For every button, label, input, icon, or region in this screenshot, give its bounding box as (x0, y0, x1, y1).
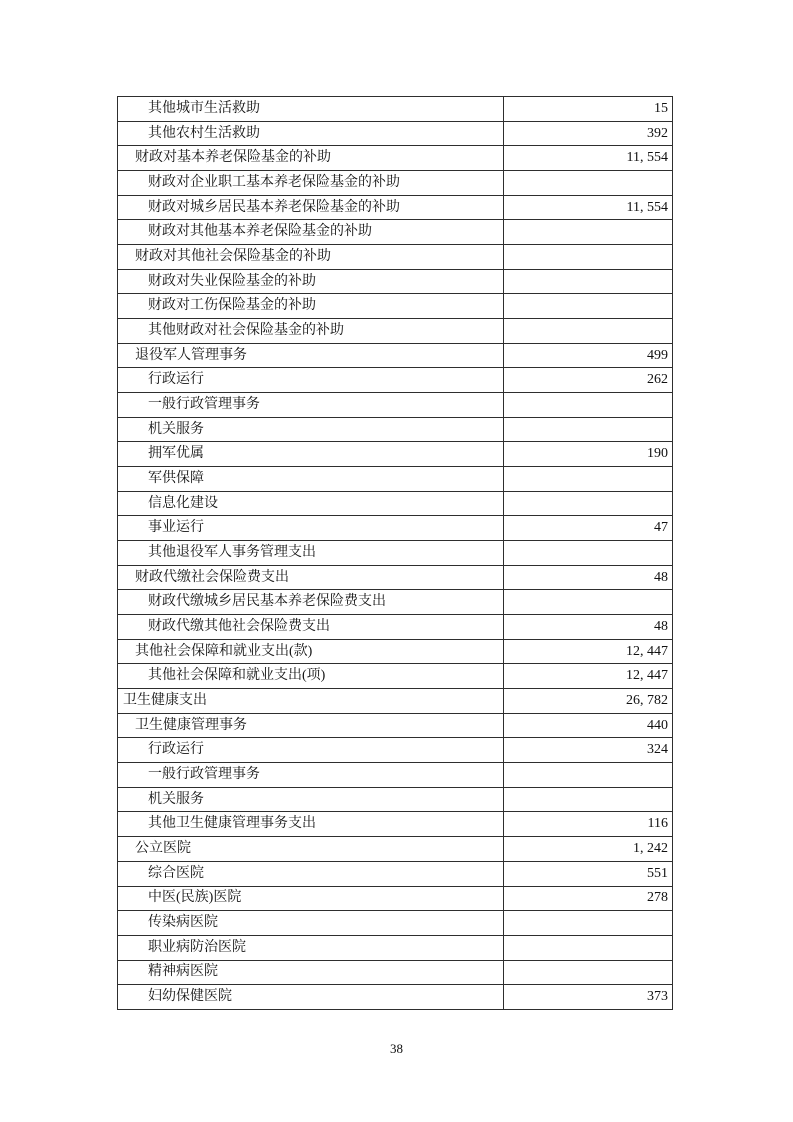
table-row (118, 689, 672, 714)
budget-item-label: 一般行政管理事务 (118, 763, 504, 787)
budget-item-value: 11, 554 (626, 199, 668, 215)
table-row (118, 122, 672, 147)
budget-item-label: 妇幼保健医院 (118, 985, 504, 1009)
budget-item-label: 精神病医院 (118, 961, 504, 985)
budget-item-value: 47 (654, 520, 668, 536)
budget-item-label: 财政代缴社会保险费支出 (118, 566, 504, 590)
budget-item-value: 324 (647, 742, 668, 758)
budget-item-value: 499 (647, 347, 668, 363)
budget-item-value (504, 245, 672, 269)
budget-item-value (504, 961, 672, 985)
table-row (118, 442, 672, 467)
table-row (118, 640, 672, 665)
table-row (118, 97, 672, 122)
budget-item-value: 26, 782 (626, 692, 668, 708)
budget-item-value: 48 (654, 569, 668, 585)
budget-item-label: 机关服务 (118, 788, 504, 812)
budget-item-label: 其他财政对社会保险基金的补助 (118, 319, 504, 343)
budget-item-label: 其他卫生健康管理事务支出 (118, 812, 504, 836)
table-row (118, 615, 672, 640)
budget-item-label: 财政对其他基本养老保险基金的补助 (118, 220, 504, 244)
table-row (118, 196, 672, 221)
budget-item-value: 12, 447 (626, 643, 668, 659)
budget-item-label: 卫生健康支出 (118, 689, 504, 713)
budget-item-label: 其他退役军人事务管理支出 (118, 541, 504, 565)
table-row (118, 566, 672, 591)
budget-item-label: 传染病医院 (118, 911, 504, 935)
budget-item-label: 机关服务 (118, 418, 504, 442)
budget-item-value (504, 171, 672, 195)
table-row (118, 812, 672, 837)
table-row (118, 418, 672, 443)
budget-item-label: 事业运行 (118, 516, 504, 540)
table-row (118, 467, 672, 492)
budget-item-label: 信息化建设 (118, 492, 504, 516)
table-row (118, 911, 672, 936)
budget-item-label: 职业病防治医院 (118, 936, 504, 960)
budget-item-label: 卫生健康管理事务 (118, 714, 504, 738)
table-row (118, 344, 672, 369)
budget-item-value (504, 220, 672, 244)
budget-item-value: 11, 554 (626, 150, 668, 166)
budget-item-value (504, 294, 672, 318)
table-row (118, 763, 672, 788)
budget-item-label: 退役军人管理事务 (118, 344, 504, 368)
table-row (118, 738, 672, 763)
budget-item-value: 551 (647, 865, 668, 881)
table-row (118, 294, 672, 319)
budget-item-label: 综合医院 (118, 862, 504, 886)
budget-item-label: 财政代缴其他社会保险费支出 (118, 615, 504, 639)
budget-item-label: 财政对其他社会保险基金的补助 (118, 245, 504, 269)
table-row (118, 664, 672, 689)
budget-item-label: 财政对基本养老保险基金的补助 (118, 146, 504, 170)
table-row (118, 270, 672, 295)
table-row (118, 220, 672, 245)
budget-item-value: 116 (647, 816, 668, 832)
budget-item-value: 15 (654, 100, 668, 116)
table-row (118, 541, 672, 566)
budget-item-value: 278 (647, 890, 668, 906)
budget-table (117, 96, 673, 1010)
budget-item-value: 12, 447 (626, 668, 668, 684)
budget-item-label: 行政运行 (118, 368, 504, 392)
table-row (118, 961, 672, 986)
budget-item-label: 财政代缴城乡居民基本养老保险费支出 (118, 590, 504, 614)
table-row (118, 936, 672, 961)
table-row (118, 146, 672, 171)
budget-item-value (504, 467, 672, 491)
budget-item-label: 一般行政管理事务 (118, 393, 504, 417)
budget-item-label: 财政对失业保险基金的补助 (118, 270, 504, 294)
budget-item-value: 440 (647, 717, 668, 733)
budget-item-label: 军供保障 (118, 467, 504, 491)
table-row (118, 590, 672, 615)
budget-item-value (504, 541, 672, 565)
table-row (118, 393, 672, 418)
table-row (118, 714, 672, 739)
page-number: 38 (390, 1041, 403, 1056)
budget-item-value (504, 270, 672, 294)
table-row (118, 837, 672, 862)
table-row (118, 368, 672, 393)
budget-item-value (504, 418, 672, 442)
table-row (118, 245, 672, 270)
budget-item-value (504, 763, 672, 787)
table-row (118, 516, 672, 541)
budget-item-value (504, 492, 672, 516)
budget-item-value: 392 (647, 125, 668, 141)
budget-item-label: 拥军优属 (118, 442, 504, 466)
table-row (118, 492, 672, 517)
table-row (118, 788, 672, 813)
budget-item-label: 中医(民族)医院 (118, 887, 504, 911)
table-row (118, 887, 672, 912)
budget-item-value: 373 (647, 989, 668, 1005)
table-row (118, 319, 672, 344)
budget-item-label: 行政运行 (118, 738, 504, 762)
table-row (118, 985, 672, 1009)
budget-item-value: 190 (647, 446, 668, 462)
budget-item-value (504, 319, 672, 343)
budget-item-label: 财政对企业职工基本养老保险基金的补助 (118, 171, 504, 195)
budget-item-value (504, 393, 672, 417)
budget-item-value (504, 936, 672, 960)
budget-item-label: 财政对城乡居民基本养老保险基金的补助 (118, 196, 504, 220)
budget-item-label: 财政对工伤保险基金的补助 (118, 294, 504, 318)
budget-item-value: 48 (654, 618, 668, 634)
table-row (118, 171, 672, 196)
budget-item-value (504, 911, 672, 935)
budget-item-label: 其他社会保障和就业支出(项) (118, 664, 504, 688)
budget-item-value (504, 590, 672, 614)
budget-item-value: 1, 242 (633, 840, 668, 856)
budget-item-label: 其他社会保障和就业支出(款) (118, 640, 504, 664)
budget-item-value (504, 788, 672, 812)
budget-item-label: 公立医院 (118, 837, 504, 861)
budget-item-label: 其他城市生活救助 (118, 97, 504, 121)
budget-item-label: 其他农村生活救助 (118, 122, 504, 146)
budget-item-value: 262 (647, 372, 668, 388)
table-row (118, 862, 672, 887)
